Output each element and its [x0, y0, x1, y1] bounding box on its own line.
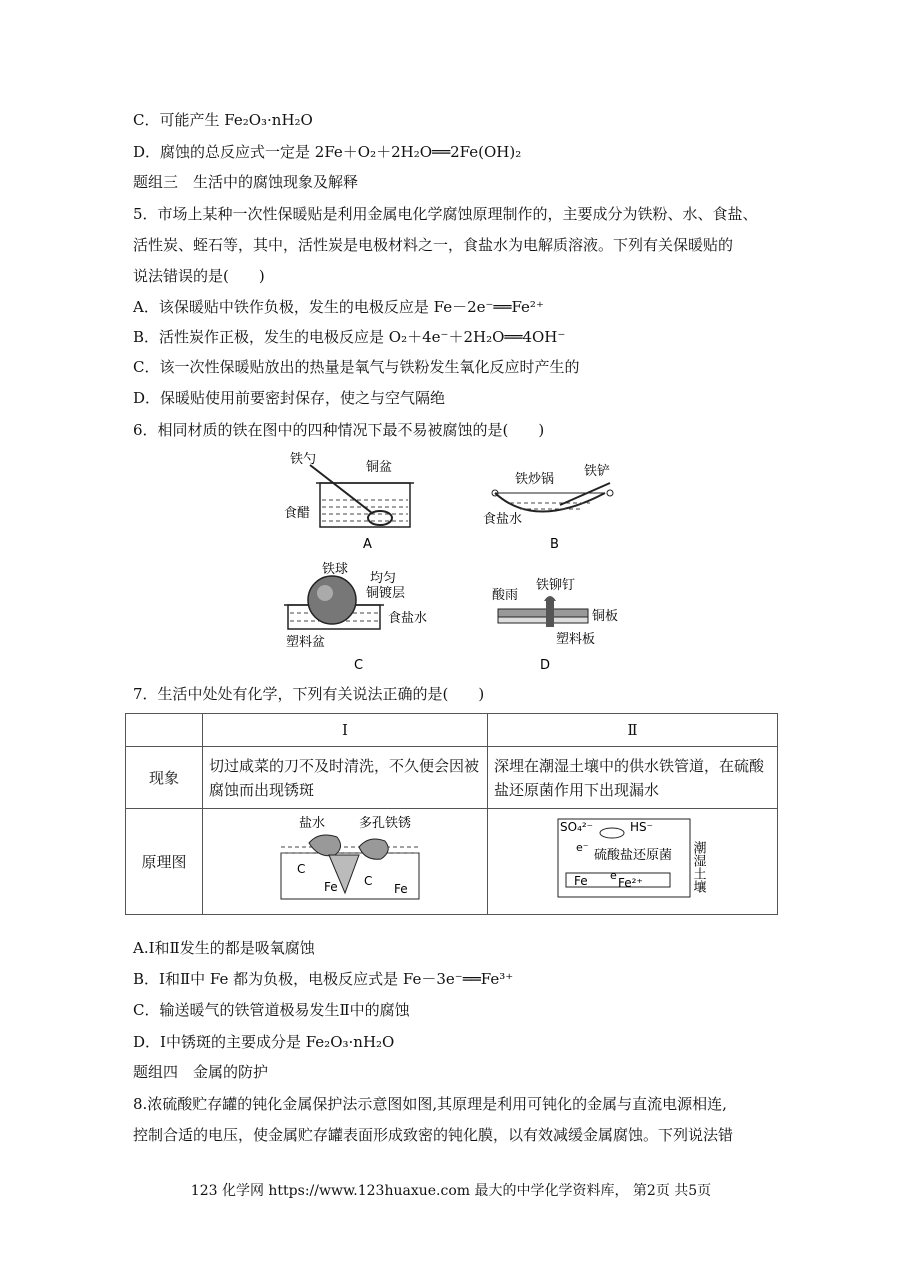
q5-option-d: D．保暖贴使用前要密封保存，使之与空气隔绝 [133, 389, 446, 407]
option-c: C．可能产生 Fe₂O₃·nH₂O [133, 111, 313, 129]
label-so4: SO₄²⁻ [560, 820, 594, 834]
q5-line1: 5．市场上某种一次性保暖贴是利用金属电化学腐蚀原理制作的，主要成分为铁粉、水、食盐、 [133, 205, 758, 223]
label-basin: 铜盆 [366, 460, 393, 475]
row-phenomenon-label: 现象 [126, 747, 203, 809]
label-vinegar: 食醋 [284, 506, 311, 521]
label-porous-rust: 多孔铁锈 [359, 816, 412, 831]
caption-d: D [540, 658, 551, 673]
q5-option-a: A．该保暖贴中铁作负极，发生的电极反应是 Fe－2e⁻══Fe²⁺ [133, 298, 544, 316]
label-acid-rain: 酸雨 [492, 588, 519, 603]
label-spoon: 铁勺 [290, 452, 317, 467]
q6-figure [270, 445, 650, 675]
caption-a: A [363, 537, 372, 552]
q7-table [125, 713, 778, 915]
q5-line2: 活性炭、蛭石等，其中，活性炭是电极材料之一，食盐水为电解质溶液。下列有关保暖贴的 [133, 236, 734, 254]
phenomenon-ii: 深埋在潮湿土壤中的供水铁管道，在硫酸盐还原菌作用下出现漏水 [488, 747, 778, 809]
label-plastic-basin: 塑料盆 [286, 635, 326, 650]
label-c2: C [364, 874, 373, 888]
label-copper-plate: 铜板 [592, 609, 619, 624]
label-wok: 铁炒锅 [515, 472, 555, 487]
label-rivet: 铁铆钉 [536, 578, 576, 593]
q5-line3: 说法错误的是( ) [133, 267, 265, 285]
caption-c: C [354, 658, 364, 673]
fig6-c [284, 561, 427, 673]
label-soil: 潮湿土壤 [690, 841, 706, 893]
label-fe2plus: Fe²⁺ [618, 876, 643, 890]
row-diagram-label: 原理图 [126, 809, 203, 915]
fig6-a [284, 451, 414, 552]
q8-line1: 8.浓硫酸贮存罐的钝化金属保护法示意图如图,其原理是利用可钝化的金属与直流电源相连, [133, 1095, 727, 1113]
q8-line2: 控制合适的电压，使金属贮存罐表面形成致密的钝化膜，以有效减缓金属腐蚀。下列说法错 [133, 1126, 734, 1144]
label-plating: 铜镀层 [366, 586, 406, 601]
label-hs: HS⁻ [630, 820, 653, 834]
label-salt-water: 盐水 [299, 816, 326, 831]
group3-heading: 题组三 生活中的腐蚀现象及解释 [133, 173, 359, 191]
label-c1: C [297, 862, 306, 876]
label-ball: 铁球 [322, 562, 349, 577]
q7-option-a: A.Ⅰ和Ⅱ发生的都是吸氧腐蚀 [133, 939, 315, 957]
q7-option-c: C．输送暖气的铁管道极易发生Ⅱ中的腐蚀 [133, 1001, 410, 1019]
header-i: Ⅰ [203, 714, 488, 747]
q5-option-b: B．活性炭作正极，发生的电极反应是 O₂＋4e⁻＋2H₂O══4OH⁻ [133, 328, 566, 346]
label-fe: Fe [574, 874, 588, 888]
label-fe2: Fe [394, 882, 408, 896]
phenomenon-i: 切过咸菜的刀不及时清洗，不久便会因被腐蚀而出现锈斑 [203, 747, 488, 809]
option-d: D．腐蚀的总反应式一定是 2Fe＋O₂＋2H₂O══2Fe(OH)₂ [133, 143, 522, 161]
diagram-i-cell [203, 809, 488, 915]
q5-option-c: C．该一次性保暖贴放出的热量是氧气与铁粉发生氧化反应时产生的 [133, 358, 580, 376]
label-salt-water-c: 食盐水 [388, 611, 428, 626]
page-footer: 123 化学网 https://www.123huaxue.com 最大的中学化学资料库， 第2页 共5页 [190, 1183, 712, 1199]
q7-option-d: D．Ⅰ中锈斑的主要成分是 Fe₂O₃·nH₂O [133, 1033, 395, 1051]
fig6-b [483, 463, 613, 552]
q6-question: 6．相同材质的铁在图中的四种情况下最不易被腐蚀的是( ) [133, 421, 545, 439]
diagram-ii-cell [488, 809, 778, 915]
label-salt-water-b: 食盐水 [483, 512, 523, 527]
label-spatula: 铁铲 [584, 464, 611, 479]
label-plastic-plate: 塑料板 [556, 632, 596, 647]
header-ii: Ⅱ [488, 714, 778, 747]
label-bacteria: 硫酸盐还原菌 [594, 848, 673, 863]
label-e2: e [610, 869, 617, 882]
label-fe1: Fe [324, 880, 338, 894]
diagram-ii [494, 813, 770, 903]
q7-option-b: B．Ⅰ和Ⅱ中 Fe 都为负极，电极反应式是 Fe－3e⁻══Fe³⁺ [133, 970, 514, 988]
diagram-i [209, 813, 481, 903]
caption-b: B [550, 537, 559, 552]
label-e1: e⁻ [576, 841, 589, 854]
group4-heading: 题组四 金属的防护 [133, 1063, 269, 1081]
q7-question: 7．生活中处处有化学，下列有关说法正确的是( ) [133, 685, 485, 703]
label-uniform: 均匀 [370, 571, 397, 586]
fig6-d [492, 577, 618, 673]
